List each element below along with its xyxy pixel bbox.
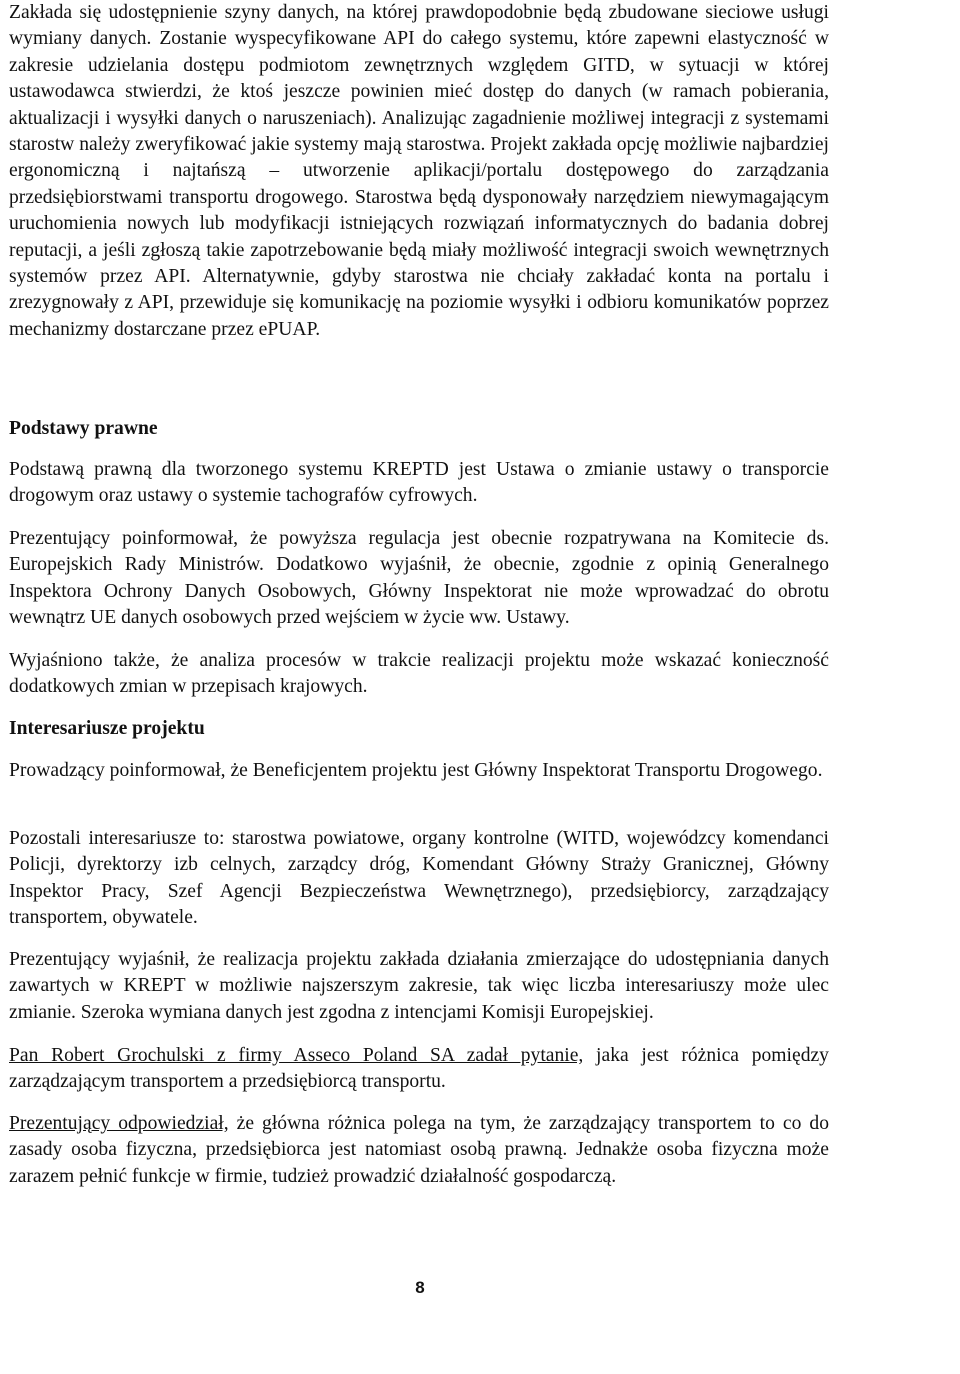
- section-heading-legal-basis: Podstawy prawne: [9, 418, 158, 439]
- page-number: 8: [415, 1278, 425, 1297]
- question-text: jaka jest różnica pomiędzy zarządzającym transportem a przedsiębiorcą transportu.: [9, 1045, 829, 1093]
- answerer-underlined: Prezentujący odpowiedział,: [9, 1113, 229, 1134]
- questioner-underlined: Pan Robert Grochulski z firmy Asseco Poland SA zadał pytanie,: [9, 1045, 584, 1066]
- legal-paragraph-2: Prezentujący poinformował, że powyższa regulacja jest obecnie rozpatrywana na Komitecie ds. Europejskich Rady Ministrów. Dodatkowo wyjaśnił, że obecnie, zgodnie z opinią Generalnego Inspektora Ochrony Danych Osobowych, Główny Inspektorat nie może wprowadzać do obrotu wewnątrz UE danych osobowych przed wejściem w życie ww. Ustawy.: [9, 528, 829, 629]
- stakeholders-paragraph-1: Prowadzący poinformował, że Beneficjentem projektu jest Główny Inspektorat Transportu Drogowego.: [9, 760, 823, 781]
- legal-paragraph-3: Wyjaśniono także, że analiza procesów w trakcie realizacji projektu może wskazać konieczność dodatkowych zmian w przepisach krajowych.: [9, 650, 829, 698]
- legal-paragraph-1: Podstawą prawną dla tworzonego systemu KREPTD jest Ustawa o zmianie ustawy o transporcie drogowym oraz ustawy o systemie tachografów cyfrowych.: [9, 459, 829, 507]
- stakeholders-paragraph-3: Prezentujący wyjaśnił, że realizacja projektu zakłada działania zmierzające do udostępniania danych zawartych w KREPT w możliwie najszerszym zakresie, tak więc liczba interesariuszy może ulec zmianie. Szeroka wymiana danych jest zgodna z intencjami Komisji Europejskiej.: [9, 949, 829, 1023]
- answer-paragraph: [9, 1111, 829, 1190]
- question-paragraph: [9, 1043, 829, 1096]
- stakeholders-paragraph-2: Pozostali interesariusze to: starostwa powiatowe, organy kontrolne (WITD, wojewódzcy komendanci Policji, dyrektorzy izb celnych, zarządcy dróg, Komendant Główny Straży Granicznej, Główny Inspektor Pracy, Szef Agencji Bezpieczeństwa Wewnętrznego), przedsiębiorcy, zarządzający transportem, obywatele.: [9, 828, 829, 929]
- intro-paragraph: Zakłada się udostępnienie szyny danych, na której prawdopodobnie będą zbudowane sieciowe usługi wymiany danych. Zostanie wyspecyfikowane API do całego systemu, które zapewni elastyczność w zakresie udzielania dostępu podmiotom zewnętrznych względem GITD, w sytuacji w której ustawodawca stwierdzi, że ktoś jeszcze powinien mieć dostęp do danych (w ramach pobierania, aktualizacji i wysyłki danych o naruszeniach). Analizując zagadnienie możliwej integracji z systemami starostw należy zweryfikować jakie systemy mają starostwa. Projekt zakłada opcję możliwie najbardziej ergonomiczną i najtańszą – utworzenie aplikacji/portalu dostępowego do zarządzania przedsiębiorstwami transportu drogowego. Starostwa będą dysponowały narzędziem niewymagającym uruchomienia nowych lub modyfikacji istniejących rozwiązań informatycznych do badania dobrej reputacji, a jeśli zgłoszą takie zapotrzebowanie będą miały możliwość integracji swoich wewnętrznych systemów przez API. Alternatywnie, gdyby starostwa nie chciały zakładać konta na portalu i zrezygnowały z API, przewiduje się komunikację na poziomie wysyłki i odbioru komunikatów poprzez mechanizmy dostarczane przez ePUAP.: [9, 2, 829, 340]
- answer-text: że główna różnica polega na tym, że zarządzający transportem to co do zasady osoba fizyczna, przedsiębiorca jest natomiast osobą prawną. Jednakże osoba fizyczna może zarazem pełnić funkcje w firmie, tudzież prowadzić działalność gospodarczą.: [9, 1113, 829, 1187]
- section-heading-stakeholders: Interesariusze projektu: [9, 718, 205, 739]
